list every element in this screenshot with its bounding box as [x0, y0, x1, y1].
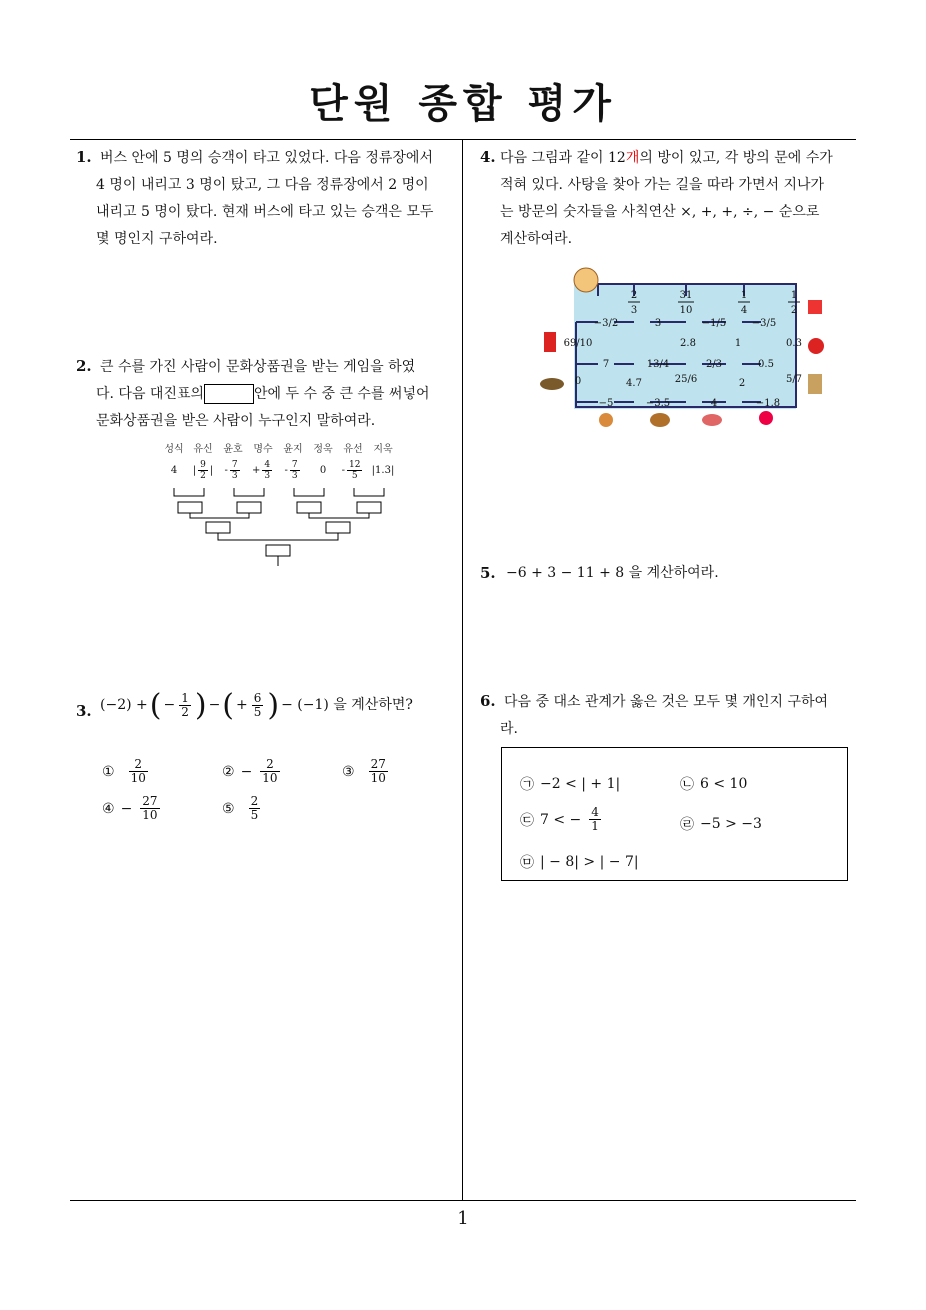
player-name: 유신	[193, 444, 213, 455]
q2-line2a: 다. 다음 대진표의	[96, 386, 205, 402]
bag-icon	[808, 374, 822, 394]
q1-text	[96, 145, 462, 253]
q5-number: 5.	[480, 564, 496, 582]
q6-options-box	[501, 747, 848, 881]
choice-4[interactable]: ④ − $\frac{27}{10}$	[102, 794, 158, 822]
q4-text	[500, 145, 860, 253]
q2-line	[96, 381, 462, 408]
svg-text:25/6: 25/6	[674, 374, 698, 385]
svg-text:1: 1	[740, 290, 748, 301]
sushi-icon	[702, 414, 722, 426]
column-divider	[462, 139, 463, 1201]
choice-3[interactable]: ③ $\frac{27}{10}$	[342, 757, 386, 785]
svg-text:31: 31	[679, 290, 693, 301]
q3-f2-sign: +	[236, 697, 248, 713]
svg-text:2.8: 2.8	[680, 338, 696, 349]
svg-text:13/4: 13/4	[646, 359, 670, 370]
choice-2[interactable]: ② − $\frac{2}{10}$	[222, 757, 278, 785]
svg-text:−3/2: −3/2	[593, 318, 619, 329]
svg-text:2/3: 2/3	[705, 359, 723, 370]
candy-maze	[536, 262, 836, 432]
bracket-lines	[160, 488, 410, 568]
q3-expression: (−2) + ( − $\frac{1}{2}$ ) − ( + $\frac{6}{5}$ ) − (−1) 을 계산하면?	[100, 688, 413, 723]
maze-top-1-num: 2	[630, 290, 638, 301]
page-title: 단원 종합 평가	[309, 81, 617, 127]
q1-line: 버스 안에 5 명의 승객이 타고 있었다. 다음 정류장에서	[100, 150, 433, 166]
q6-item-3: ㉢ 7 < − $\frac{4}{1}$	[520, 805, 599, 833]
player-value: |1.3|	[371, 465, 395, 476]
q5-text: −6 + 3 − 11 + 8 을 계산하여라.	[506, 565, 719, 581]
svg-text:−1.8: −1.8	[755, 398, 781, 409]
player-value: - $\frac{7}{3}$	[224, 460, 238, 481]
player-name: 명수	[253, 444, 273, 455]
q6-text	[500, 689, 860, 743]
player-name: 윤지	[283, 444, 303, 455]
q6-item-1: ㉠ −2 < | + 1|	[520, 776, 621, 793]
svg-text:7: 7	[602, 359, 610, 370]
q4-line: 는 방문의 숫자들을 사칙연산 ×, +, +, ÷, − 순으로	[500, 204, 820, 220]
svg-text:−3/5: −3/5	[751, 318, 777, 329]
q3-expr-c: − (−1) 을 계산하면?	[281, 697, 413, 713]
choice-1[interactable]: ① $\frac{2}{10}$	[102, 757, 146, 785]
svg-text:4: 4	[710, 398, 718, 409]
svg-text:1: 1	[790, 290, 798, 301]
svg-text:3: 3	[630, 305, 638, 316]
svg-text:0.5: 0.5	[758, 359, 774, 370]
player-name: 유선	[343, 444, 363, 455]
svg-text:4: 4	[740, 305, 748, 316]
svg-text:1: 1	[734, 338, 742, 349]
q4-number: 4.	[480, 148, 496, 166]
bowl-icon	[540, 378, 564, 390]
svg-text:5/7: 5/7	[785, 374, 803, 385]
fries-icon	[808, 300, 822, 314]
cup-icon	[544, 332, 556, 352]
svg-text:0: 0	[574, 376, 582, 387]
girl-icon	[574, 268, 598, 292]
svg-text:3: 3	[654, 318, 662, 329]
player-name: 지욱	[373, 444, 393, 455]
tournament-bracket	[160, 440, 410, 565]
q3-f1-sign: −	[163, 697, 176, 713]
q6-line: 다음 중 대소 관계가 옳은 것은 모두 몇 개인지 구하여	[504, 694, 829, 710]
fraction: $\frac{1}{2}$	[181, 691, 189, 719]
player-value: - $\frac{7}{3}$	[284, 460, 298, 481]
svg-text:−3.5: −3.5	[645, 398, 671, 409]
q1-line: 몇 명인지 구하여라.	[96, 231, 218, 247]
bottom-divider	[70, 1200, 856, 1201]
q3-number: 3.	[76, 702, 92, 720]
svg-text:2: 2	[738, 378, 746, 389]
food-icon	[808, 338, 824, 354]
q3-expr-a: (−2) +	[100, 697, 148, 713]
q6-item-4: ㉣ −5 > −3	[680, 816, 762, 833]
player-value: 0	[319, 465, 327, 476]
svg-text:−5: −5	[598, 398, 614, 409]
q4-line: 적혀 있다. 사탕을 찾아 가는 길을 따라 가면서 지나가	[500, 177, 825, 193]
maze-figure	[536, 262, 836, 432]
svg-text:4.7: 4.7	[626, 378, 642, 389]
svg-text:0.3: 0.3	[786, 338, 802, 349]
q4-line: 다음 그림과 같이 12개의 방이 있고, 각 방의 문에 수가	[500, 150, 833, 166]
q6-item-5: ㉤ | − 8| > | − 7|	[520, 854, 639, 871]
q4-line: 계산하여라.	[500, 231, 573, 247]
burger-icon	[650, 413, 670, 427]
q2-line2b: 안에 두 수 중 큰 수를 써넣어	[254, 386, 430, 402]
player-name: 윤호	[223, 444, 243, 455]
cookie-icon	[599, 413, 613, 427]
player-value: 4	[170, 465, 178, 476]
top-divider	[70, 139, 856, 140]
q2-text	[96, 354, 462, 435]
player-name: 성식	[164, 444, 184, 455]
answer-box-sample	[204, 384, 254, 404]
q6-line: 라.	[500, 721, 518, 737]
svg-text:10: 10	[679, 305, 693, 316]
q1-line: 4 명이 내리고 3 명이 탔고, 그 다음 정류장에서 2 명이	[96, 177, 429, 193]
q1-number: 1.	[76, 148, 92, 166]
q2-number: 2.	[76, 357, 92, 375]
q6-number: 6.	[480, 692, 496, 710]
svg-text:2: 2	[790, 305, 798, 316]
player-value: | $\frac{9}{2}$ |	[192, 460, 214, 481]
player-value: + $\frac{4}{3}$	[251, 460, 271, 481]
player-value: - $\frac{12}{5}$	[341, 460, 361, 481]
svg-text:69/10: 69/10	[563, 338, 593, 349]
q3-expr-b: −	[208, 697, 221, 713]
svg-text:−1/5: −1/5	[701, 318, 727, 329]
choice-5[interactable]: ⑤ $\frac{2}{5}$	[222, 794, 259, 822]
candy-icon	[759, 411, 773, 425]
fraction: $\frac{6}{5}$	[253, 691, 262, 719]
q2-line: 큰 수를 가진 사람이 문화상품권을 받는 게임을 하였	[100, 359, 416, 375]
q6-item-2: ㉡ 6 < 10	[680, 776, 748, 793]
q1-line: 내리고 5 명이 탔다. 현재 버스에 타고 있는 승객은 모두	[96, 204, 434, 220]
q4-red-word: 개	[625, 150, 640, 166]
q2-line: 문화상품권을 받은 사람이 누구인지 말하여라.	[96, 413, 376, 429]
page-number: 1	[457, 1208, 469, 1229]
player-name: 정욱	[313, 444, 333, 455]
